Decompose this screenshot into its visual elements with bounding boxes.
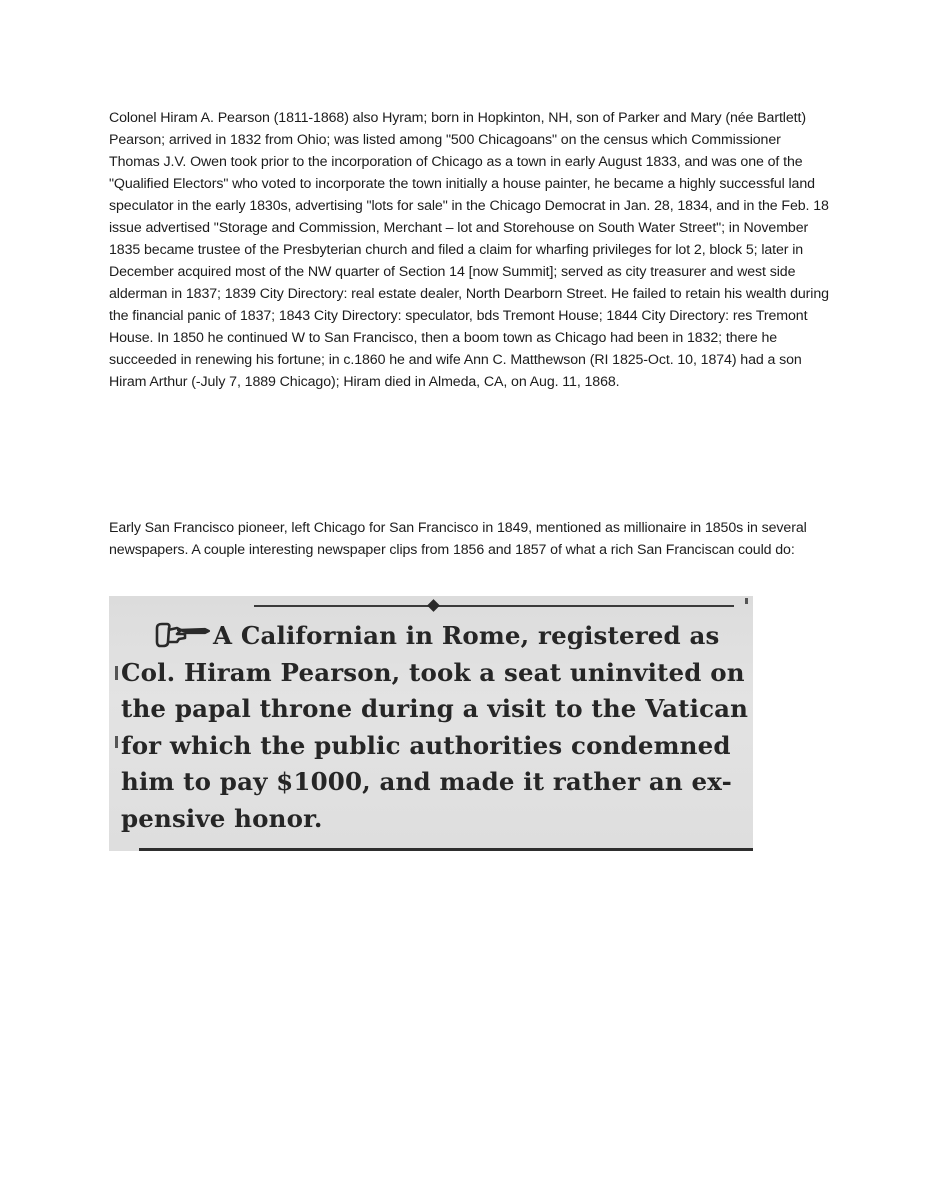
- clipping-ornament: [427, 599, 440, 612]
- clipping-margin-mark: [115, 666, 118, 680]
- clipping-top-rule: [254, 605, 734, 607]
- clipping-margin-mark: [745, 598, 748, 604]
- clipping-line: him to pay $1000, and made it rather an ex-: [121, 767, 732, 796]
- newspaper-clipping: [109, 596, 753, 851]
- biography-paragraph: Colonel Hiram A. Pearson (1811-1868) also Hyram; born in Hopkinton, NH, son of Parker and Mary (née Bartlett) Pearson; arrived in 1832 from Ohio; was listed among "500 Chicagoans" on the census which Commissioner Thomas J.V. Owen took prior to the incorporation of Chicago as a town in early August 1833, and was one of the "Qualified Electors" who voted to incorporate the town initially a house painter, he became a highly successful land speculator in the early 1830s, advertising "lots for sale" in the Chicago Democrat in Jan. 28, 1834, and in the Feb. 18 issue advertised "Storage and Commission, Merchant – lot and Storehouse on South Water Street"; in November 1835 became trustee of the Presbyterian church and filed a claim for wharfing privileges for lot 2, block 5; later in December acquired most of the NW quarter of Section 14 [now Summit]; served as city treasurer and west side alderman in 1837; 1839 City Directory: real estate dealer, North Dearborn Street. He failed to retain his wealth during the financial panic of 1837; 1843 City Directory: speculator, bds Tremont House; 1844 City Directory: res Tremont House. In 1850 he continued W to San Francisco, then a boom town as Chicago had been in 1832; there he succeeded in renewing his fortune; in c.1860 he and wife Ann C. Matthewson (RI 1825-Oct. 10, 1874) had a son Hiram Arthur (-July 7, 1889 Chicago); Hiram died in Almeda, CA, on Aug. 11, 1868.: [109, 110, 829, 390]
- clipping-line: pensive honor.: [121, 803, 323, 833]
- clipping-margin-mark: [115, 736, 118, 748]
- clipping-bottom-rule: [139, 848, 753, 851]
- pointing-hand-icon: [155, 622, 213, 648]
- clipping-line: the papal throne during a visit to the Vatican: [121, 694, 749, 723]
- clipping-text: [121, 618, 747, 837]
- clipping-line: Col. Hiram Pearson, took a seat uninvited on: [121, 657, 745, 687]
- clipping-line: [121, 618, 747, 655]
- clipping-line-text: A Californian in Rome, registered as: [213, 621, 720, 650]
- clipping-line: for which the public authorities condemned: [121, 730, 731, 760]
- pioneer-paragraph: Early San Francisco pioneer, left Chicago for San Francisco in 1849, mentioned as millionaire in 1850s in several newspapers. A couple interesting newspaper clips from 1856 and 1857 of what a rich San Franciscan could do:: [109, 520, 807, 558]
